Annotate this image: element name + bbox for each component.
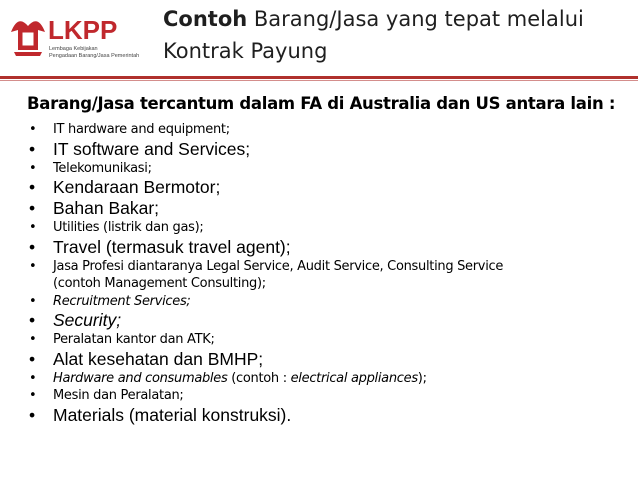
list-item <box>25 139 630 160</box>
logo-subtitle-1: Lembaga Kebijakan <box>49 46 98 52</box>
list-item <box>25 198 630 219</box>
lkpp-logo <box>8 6 148 66</box>
bullet: • <box>29 177 36 197</box>
list-item <box>25 370 630 388</box>
list-item-text: Peralatan kantor dan ATK; <box>53 332 215 347</box>
list-item <box>25 405 630 426</box>
title-line2: Kontrak Payung <box>163 39 328 63</box>
title-bold: Contoh <box>163 7 248 31</box>
slide-title <box>163 3 633 67</box>
list-item-text: Bahan Bakar; <box>53 198 160 218</box>
bullet: • <box>29 404 36 425</box>
list-item <box>25 310 630 331</box>
list-item-text-italic: electrical appliances <box>290 370 418 386</box>
list-item-text-cont: (contoh Management Consulting); <box>53 276 266 291</box>
bullet: • <box>29 138 36 159</box>
list-item <box>25 219 630 237</box>
list-item <box>25 331 630 349</box>
list-item <box>25 177 630 198</box>
list-item-text: IT software and Services; <box>53 138 251 159</box>
list-item-text: Recruitment Services; <box>53 293 191 309</box>
list-item-text: ); <box>417 370 427 386</box>
list-item-text: Kendaraan Bermotor; <box>53 177 221 197</box>
list-item-text: (contoh : <box>227 370 291 386</box>
slide-header <box>0 0 638 78</box>
bullet: • <box>29 258 37 274</box>
header-divider <box>0 76 638 79</box>
list-item-text: Materials (material konstruksi). <box>53 404 292 425</box>
item-list <box>25 121 630 426</box>
list-item-text: Security; <box>53 310 122 330</box>
list-item-text: Telekomunikasi; <box>53 160 152 176</box>
bullet: • <box>29 310 36 330</box>
bullet: • <box>29 122 37 137</box>
list-item-text-italic: Hardware and consumables <box>53 370 228 386</box>
bullet: • <box>29 388 37 403</box>
bullet: • <box>29 348 36 369</box>
list-item <box>25 237 630 258</box>
garuda-icon <box>11 21 45 56</box>
logo-wordmark: LKPP <box>48 15 118 45</box>
bullet: • <box>29 198 36 218</box>
list-item-text: Travel (termasuk travel agent); <box>53 236 291 257</box>
bullet: • <box>29 236 36 257</box>
bullet: • <box>29 293 37 309</box>
section-heading: Barang/Jasa tercantum dalam FA di Australia dan US antara lain : <box>27 94 616 113</box>
list-item <box>25 387 630 405</box>
list-item <box>25 349 630 370</box>
list-item <box>25 293 630 311</box>
list-item-text: Mesin dan Peralatan; <box>53 388 184 403</box>
bullet: • <box>29 160 37 176</box>
bullet: • <box>29 332 37 347</box>
list-item-text: Jasa Profesi diantaranya Legal Service, Audit Service, Consulting Service <box>53 258 504 274</box>
list-item <box>25 258 630 293</box>
list-item <box>25 160 630 178</box>
list-item <box>25 121 630 139</box>
list-item-text: Utilities (listrik dan gas); <box>53 220 204 235</box>
header-divider-thin <box>0 80 638 81</box>
list-item-text: Alat kesehatan dan BMHP; <box>53 348 264 369</box>
list-item-text: IT hardware and equipment; <box>53 122 230 137</box>
bullet: • <box>29 370 37 386</box>
title-rest: Barang/Jasa yang tepat melalui <box>247 7 584 31</box>
logo-subtitle-2: Pengadaan Barang/Jasa Pemerintah <box>49 53 140 59</box>
bullet: • <box>29 220 37 235</box>
